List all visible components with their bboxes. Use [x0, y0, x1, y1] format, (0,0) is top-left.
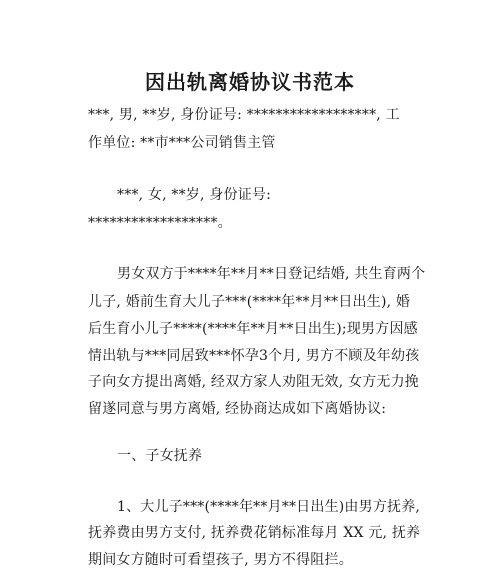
- text-line-body-5: 子向女方提出离婚, 经双方家人劝阻无效, 女方无力挽: [88, 374, 419, 390]
- text-line-husband-info: ***, 男, **岁, 身份证号: ******************, 工: [88, 107, 400, 123]
- text-line-wife-info: ***, 女, **岁, 身份证号:: [117, 187, 272, 203]
- text-line-body-6: 留遂同意与男方离婚, 经协商达成如下离婚协议:: [88, 401, 387, 417]
- text-line-body-2: 儿子, 婚前生育大儿子***(****年**月**日出生), 婚: [88, 294, 411, 310]
- text-line-body-3: 后生育小儿子****(****年**月**日出生);现男方因感: [88, 321, 418, 337]
- text-line-body-4: 情出轨与***同居致***怀孕3个月, 男方不顾及年幼孩: [88, 348, 420, 364]
- document-title: 因出轨离婚协议书范本: [145, 70, 355, 94]
- text-line-clause-3: 期间女方随时可看望孩子, 男方不得阻拦。: [88, 552, 353, 568]
- text-line-husband-work: 作单位: **市***公司销售主管: [88, 135, 276, 151]
- text-line-clause-2: 抚养费由男方支付, 抚养费花销标准每月 XX 元, 抚养: [88, 525, 421, 541]
- text-line-clause-1: 1、大儿子***(****年**月**日出生)由男方抚养,: [117, 499, 421, 515]
- text-line-body-1: 男女双方于****年**月**日登记结婚, 共生育两个: [117, 266, 426, 282]
- section-heading-child-custody: 一、子女抚养: [117, 448, 203, 464]
- text-line-wife-id: ******************。: [88, 215, 232, 231]
